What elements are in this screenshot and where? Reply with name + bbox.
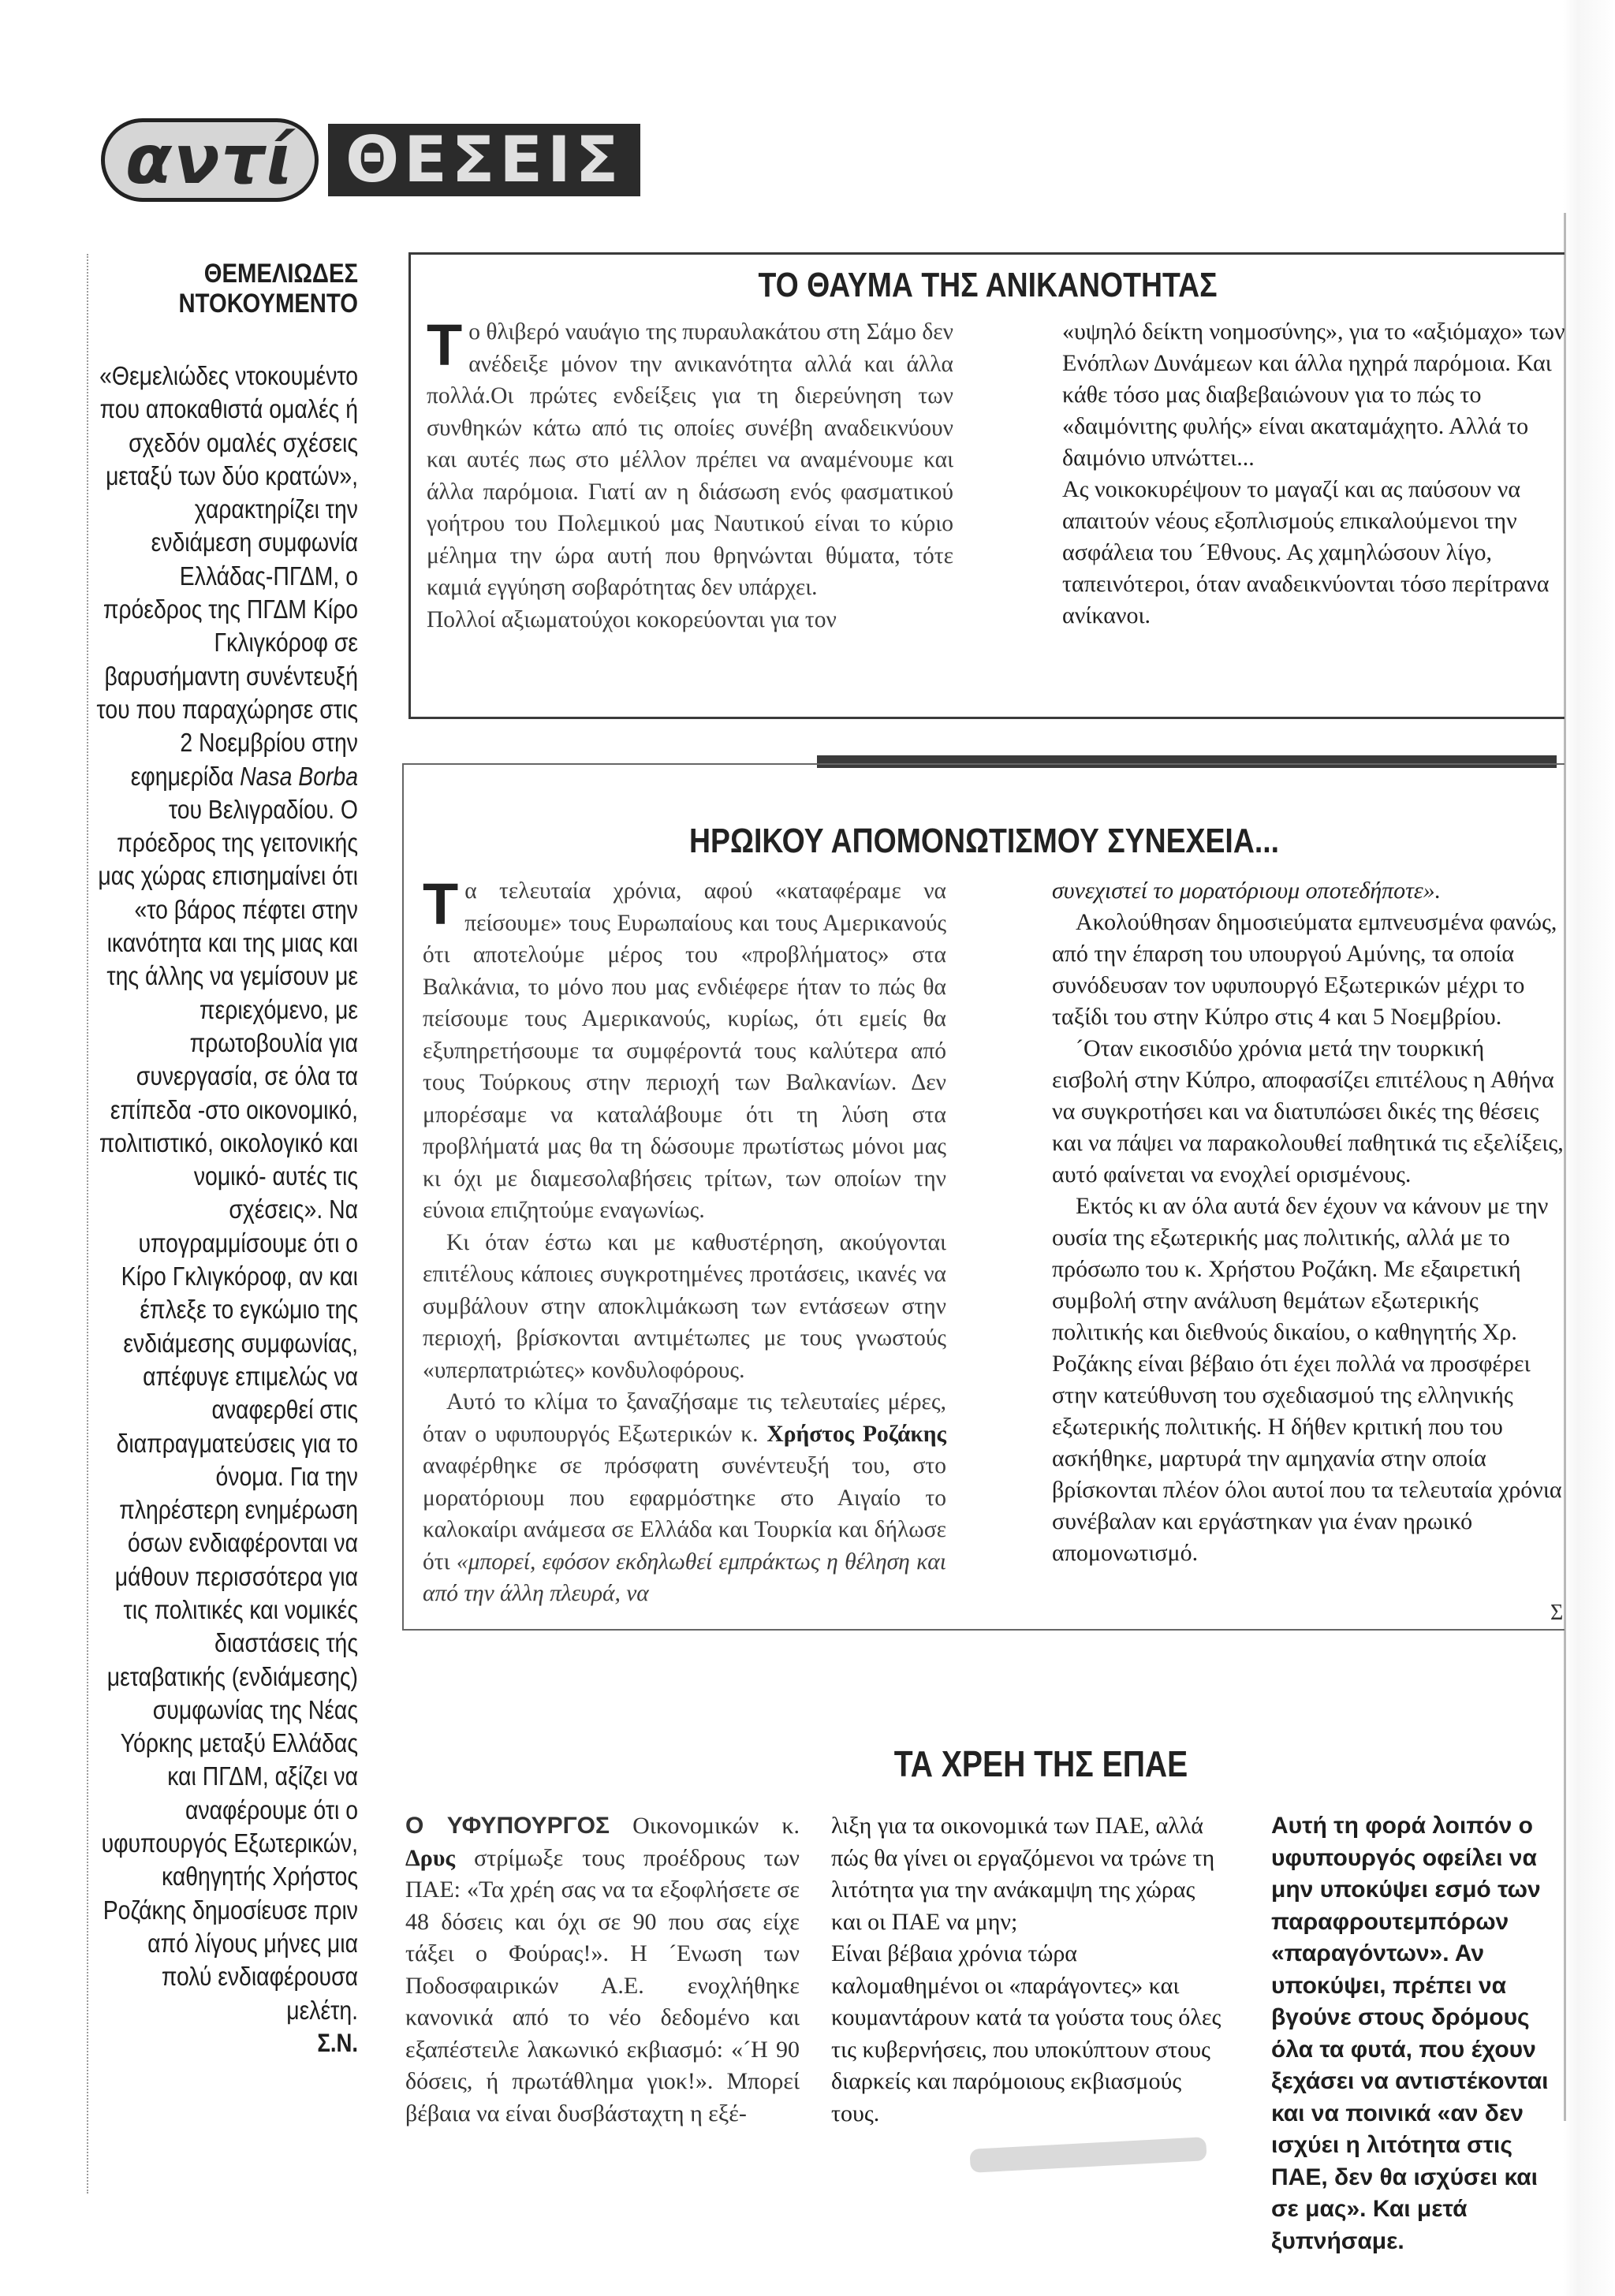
article2-end-mark: Σ [1550, 1601, 1564, 1625]
sidebar-title-line1: ΘΕΜΕΛΙΩΔΕΣ [203, 259, 358, 289]
article2-drop-cap: Τ [423, 871, 459, 937]
article2-col2-p3: Εκτός κι αν όλα αυτά δεν έχουν να κάνουν με την ουσία της εξωτερικής μας πολιτικής, αλλά με το πρόσωπο του κ. Χρήστου Ροζάκη. Με εξαιρετική συμβολή στην ανάλυση θεμάτων εξωτερικής πολιτικής και διεθνούς δικαίου, ο καθηγητής Χρ. Ροζάκης είναι βέβαιο ότι έχει πολλά να προσφέρει στην κατεύθυνση του σχεδιασμού της ελληνικής εξωτερικής πολιτικής. Η δήθεν κριτική που του ασκήθηκε, μαρτυρά την αμηχανία στην οποία βρίσκονται πλέον όλοι αυτοί που τα τελευταία χρόνια συνέβαλαν και εργάστηκαν για έναν ηρωικό απομονωτισμό. [1052, 1193, 1562, 1566]
article1-column1 [427, 312, 953, 636]
article1-col1-last: Πολλοί αξιωματούχοι κοκορεύονται για τον [427, 606, 837, 632]
sidebar-body [95, 360, 358, 2027]
article2-col2-p0: συνεχιστεί το μορατόριουμ οποτεδήποτε». [1052, 878, 1442, 904]
article1-drop-cap: Τ [427, 312, 463, 378]
sidebar-signature: Σ.Ν. [317, 2028, 358, 2057]
article2-col1-p3b: αναφέρθηκε σε πρόσφατη συνέντευξή του, στο μορατόριουμ που εφαρμόστηκε στο Αιγαίο το καλοκαίρι ανάμεσα σε Ελλάδα και Τουρκία και δήλωσε ότι [423, 1453, 946, 1575]
article1-column2 [1062, 316, 1567, 632]
article1-col1-text: ο θλιβερό ναυάγιο της πυραυλακάτου στη Σάμο δεν ανέδειξε μόνον την ανικανότητα αλλά και άλλα πολλά.Οι πρώτες ενδείξεις για τη διερεύνηση των συνθηκών κάτω από τις οποίες συνέβη αναδεικνύουν και αυτές πως στο μέλλον πρέπει να αναμένουμε και άλλα παρόμοια. Γιατί αν η διάσωση ενός φασματικού γοήτρου του Πολεμικού μας Ναυτικού είναι το κύριο μέλημα την ώρα αυτή που θρηνώνται θύματα, τότε καμιά εγγύηση σοβαρότητας δεν υπάρχει. [427, 319, 953, 600]
ink-smudge [969, 2137, 1207, 2173]
article3-col2-p2: Είναι βέβαια χρόνια τώρα καλομαθημένοι οι «παράγοντες» και κουμαντάρουν κατά τα γούστα τους όλες τις κυβερνήσεις, που υποκύπτουν στους διαρκείς και παρόμοιους εκβιασμούς τους. [831, 1940, 1222, 2126]
article1-box [408, 252, 1565, 719]
logo-theseis: ΘΕΣΕΙΣ [328, 124, 640, 196]
article1-title: ΤΟ ΘΑΥΜΑ ΤΗΣ ΑΝΙΚΑΝΟΤΗΤΑΣ [758, 266, 1218, 304]
article2-col1-p1: α τελευταία χρόνια, αφού «καταφέραμε να πείσουμε» τους Ευρωπαίους και τους Αμερικανούς ότι αποτελούμε μέρος του «προβλήματος» στα Βαλκάνια, το μόνο που μας ενδιέφερε ήταν το πώς θα πείσουμε τους Αμερικανούς, κυρίως, ότι εμείς θα εξυπηρετήσουμε τα συμφέροντά τους καλύτερα από τους Τούρκους στην περιοχή των Βαλκανίων. Δεν μπορέσαμε να καταλάβουμε ότι τη λύση στα προβλήματά μας θα τη δώσουμε πρωτίστως μόνοι μας κι όχι με διαμεσολαβήσεις τρίτων, των οποίων την εύνοια επιζητούμε εναγωνίως. [423, 878, 946, 1223]
article2-col1-p3 [423, 1386, 946, 1610]
article2-title: ΗΡΩΙΚΟΥ ΑΠΟΜΟΝΩΤΙΣΜΟΥ ΣΥΝΕΧΕΙΑ... [689, 822, 1279, 860]
sidebar-column [96, 259, 359, 2059]
page-edge-shadow [1563, 0, 1615, 2296]
article3-column1 [405, 1810, 800, 2130]
article1-col2-p1: «υψηλό δείκτη νοημοσύνης», για το «αξιόμαχο» των Ενόπλων Δυνάμεων και άλλα ηχηρά παρόμοια. Και κάθε τόσο μας διαβεβαιώνουν για το πώς το «δαιμόνιτης φυλής» είναι ακαταμάχητο. Αλλά το δαιμόνιο υπνώττει... [1062, 319, 1565, 471]
article2-column1 [423, 871, 946, 1610]
article2-column2 [1052, 875, 1565, 1569]
logo-anti: αντί [101, 118, 319, 202]
article3-column2 [831, 1810, 1225, 2130]
article2-box [402, 763, 1565, 1631]
article3-drys-name: Δρυς [405, 1844, 456, 1871]
article3-col3-p1: Αυτή τη φορά λοιπόν ο υφυπουργός οφείλει να μην υποκύψει εσμό των παραφρουτεμπόρων «παραγόντων». Αν υποκύψει, πρέπει να βγούνε στους δρόμους όλα τα φυτά, που έχουν ξεχάσει να αντιστέκονται και να ποινικά «αν δεν ισχύει η λιτότητα στις ΠΑΕ, δεν θα ισχύσει και σε μας». Και μετά ξυπνήσαμε. [1271, 1813, 1549, 2254]
sidebar-title-line2: ΝΤΟΚΟΥΜΕΝΤΟ [178, 289, 358, 319]
article3-col2-p1: λιξη για τα οικονομικά των ΠΑΕ, αλλά πώς θα γίνει οι εργαζόμενοι να τρώνε τη λιτότητα για την ανάκαμψη της χώρας και οι ΠΑΕ να μην; [831, 1813, 1215, 1935]
article2-col1-p2: Κι όταν έστω και με καθυστέρηση, ακούγονται επιτέλους κάποιες συγκροτημένες προτάσεις, ικανές να συμβάλουν στην αποκλιμάκωση των εντάσεων στην περιοχή, βρίσκονται αντιμέτωπες με τους γνωστούς «υπερπατριώτες» κονδυλοφόρους. [423, 1229, 946, 1383]
sidebar-title [95, 259, 358, 319]
article2-col2-p2: ´Οταν εικοσιδύο χρόνια μετά την τουρκική εισβολή στην Κύπρο, αποφασίζει επιτέλους η Αθήνα να συγκροτήσει και να διατυπώσει δικές της θέσεις και να πάψει να παρακολουθεί παθητικά τις εξελίξεις, αυτό φαίνεται να ενοχλεί ορισμένους. [1052, 1035, 1564, 1187]
sidebar-divider [87, 254, 88, 2194]
article2-rozakis-name: Χρήστος Ροζάκης [766, 1421, 946, 1447]
article3-column3 [1271, 1810, 1563, 2254]
section-logo [101, 117, 640, 203]
sidebar-text-part1: «Θεμελιώδες ντοκουμέντο που αποκαθιστά ομαλές ή σχεδόν ομαλές σχέσεις μεταξύ των δύο κρατών», χαρακτηρίζει την ενδιάμεση συμφωνία Ελλάδας-ΠΓΔΜ, ο πρόεδρος της ΠΓΔΜ Κίρο Γκλιγκόροφ σε βαρυσήμαντη συνέντευξή του που παραχώρησε στις 2 Νοεμβρίου στην εφημερίδα [96, 361, 359, 791]
article3-title: ΤΑ ΧΡΕΗ ΤΗΣ ΕΠΑΕ [893, 1743, 1188, 1784]
article3-lead: Ο ΥΦΥΠΟΥΡΓΟΣ [405, 1813, 610, 1839]
sidebar-newspaper-name: Nasa Borba [240, 761, 358, 791]
article2-col1-quote: «μπορεί, εφόσον εκδηλωθεί εμπράκτως η θέληση και από την άλλη πλευρά, να [423, 1549, 946, 1606]
article1-col2-p2: Ας νοικοκυρέψουν το μαγαζί και ας παύσουν να απαιτούν νέους εξοπλισμούς επικαλούμενοι την ασφάλεια του ´Εθνους. Ας χαμηλώσουν λίγο, ταπεινότεροι, όταν αναδεικνύονται τόσο περίτρανα ανίκανοι. [1062, 476, 1550, 628]
article2-col1-p3a: Αυτό το κλίμα το ξαναζήσαμε τις τελευταίες μέρες, όταν ο υφυπουργός Εξωτερικών κ. [423, 1389, 946, 1447]
article2-col2-p1: Ακολούθησαν δημοσιεύματα εμπνευσμένα φανώς, από την έπαρση του υπουργού Αμύνης, τα οποία συνόδευσαν τον υφυπουργό Εξωτερικών μέχρι το ταξίδι του στην Κύπρο στις 4 και 5 Νοεμβρίου. [1052, 909, 1557, 1030]
sidebar-text-part2: του Βελιγραδίου. Ο πρόεδρος της γειτονικής μας χώρας επισημαίνει ότι «το βάρος πέφτει στην ικανότητα και της μιας και της άλλης να γεμίσουν με περιεχόμενο, με πρωτοβουλία για συνεργασία, σε όλα τα επίπεδα -στο οικονομικό, πολιτιστικό, οικολογικό και νομικό- αυτές τις σχέσεις». Να υπογραμμίσουμε ότι ο Κίρο Γκλιγκόροφ, αν και έπλεξε το εγκώμιο της ενδιάμεσης συμφωνίας, απέφυγε επιμελώς να αναφερθεί στις διαπραγματεύσεις για το όνομα. Για την πληρέστερη ενημέρωση όσων ενδιαφέρονται να μάθουν περισσότερα για τις πολιτικές και νομικές διαστάσεις τής μεταβατικής (ενδιάμεσης) συμφωνίας της Νέας Υόρκης μεταξύ Ελλάδας και ΠΓΔΜ, αξίζει να αναφέρουμε ότι ο υφυπουργός Εξωτερικών, καθηγητής Χρήστος Ροζάκης δημοσίευσε πριν από λίγους μήνες μια πολύ ενδιαφέρουσα μελέτη. [98, 794, 359, 2025]
article3-col1-a: Οικονομικών κ. [610, 1813, 800, 1839]
article3-col1-b: στρίμωξε τους προέδρους των ΠΑΕ: «Τα χρέη σας να τα εξοφλήσετε σε 48 δόσεις και όχι σε 90 που σας είχε τάξει ο Φούρας!». Η ´Ενωση των Ποδοσφαιρικών Α.Ε. ενοχλήθηκε κανονικά από το νέο δεδομένο και εξαπέστειλε λακωνικό εκβιασμό: «´Η 90 δόσεις, ή πρωτάθλημα γιοκ!». Μπορεί βέβαια να είναι δυσβάσταχτη η εξέ- [405, 1844, 800, 2126]
